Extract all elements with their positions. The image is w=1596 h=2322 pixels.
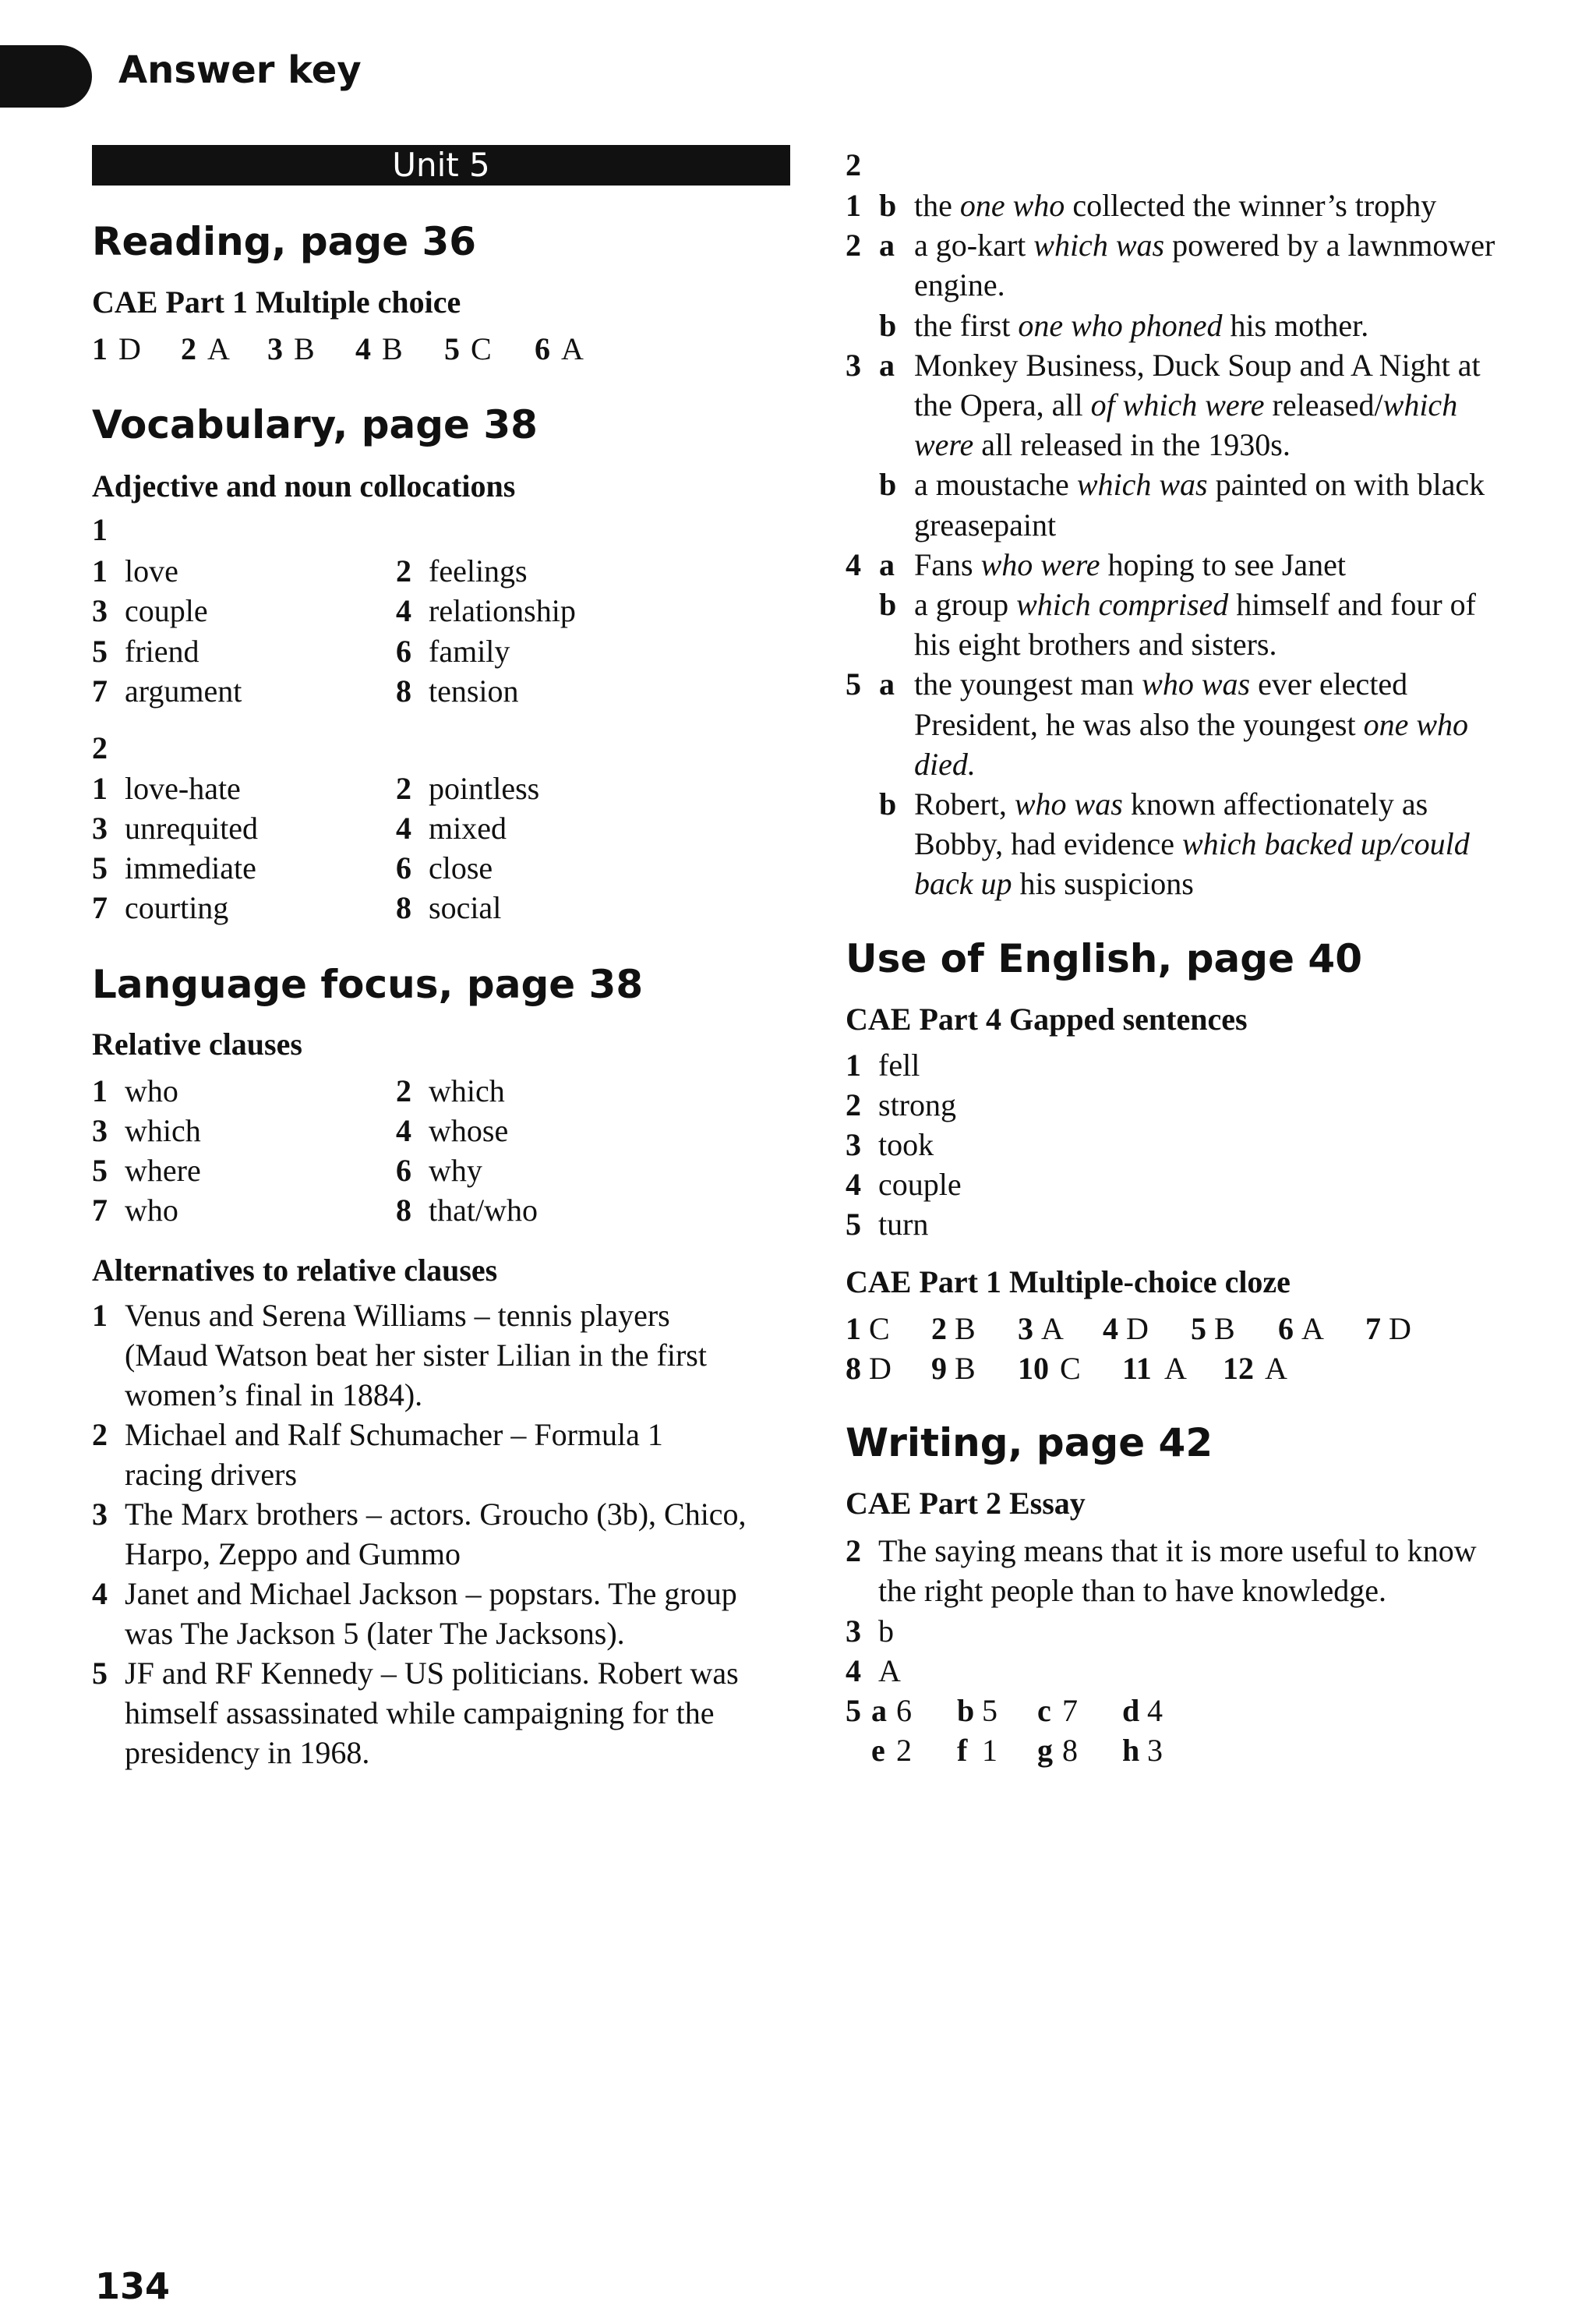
section-heading-use-of-english: Use of English, page 40	[846, 936, 1362, 981]
exercise-label: 1	[92, 512, 108, 547]
relative-answer-line: Fans who were hoping to see Janet	[914, 546, 1347, 582]
matching-letter: b	[957, 1693, 975, 1728]
matching-letter: d	[1122, 1693, 1140, 1728]
matching-number: 5	[982, 1693, 998, 1728]
relative-clause-item-number: 3	[92, 1113, 108, 1148]
vocab-ex2-item-number: 1	[92, 771, 108, 806]
vocab-ex2-item-number: 6	[396, 850, 411, 885]
matching-letter: h	[1122, 1733, 1140, 1768]
subheading-gapped-sentences: CAE Part 4 Gapped sentences	[846, 1002, 1248, 1037]
essay-answer-text: b	[878, 1613, 894, 1649]
relative-clause-item-text: why	[429, 1153, 482, 1188]
gapped-sentence-answer-text: turn	[878, 1207, 929, 1242]
vocab-ex1-item-text: relationship	[429, 593, 576, 628]
cloze-answer-number: 8	[846, 1351, 861, 1386]
relative-answer-letter: b	[879, 786, 897, 822]
matching-number: 6	[896, 1693, 912, 1728]
reading-answer-number: 3	[267, 331, 283, 366]
cloze-answer-letter: A	[1301, 1311, 1324, 1346]
vocab-ex2-item-text: pointless	[429, 771, 540, 806]
matching-number: 8	[1062, 1733, 1078, 1768]
reading-answer-number: 2	[181, 331, 196, 366]
matching-letter: f	[957, 1733, 968, 1768]
relative-clause-item-number: 5	[92, 1153, 108, 1188]
vocab-ex2-item-number: 3	[92, 811, 108, 846]
relative-answer-line: a go-kart which was powered by a lawnmower	[914, 228, 1495, 263]
vocab-ex2-item-number: 4	[396, 811, 411, 846]
gapped-sentence-answer-text: couple	[878, 1167, 962, 1202]
vocab-ex2-item-text: mixed	[429, 811, 507, 846]
relative-clause-item-text: that/who	[429, 1193, 538, 1228]
essay-answer-number: 4	[846, 1653, 861, 1688]
vocab-ex1-item-text: couple	[125, 593, 208, 628]
reading-answer-number: 6	[535, 331, 550, 366]
relative-answer-number: 3	[846, 347, 861, 383]
relative-answer-letter: a	[879, 228, 895, 263]
gapped-sentence-answer-number: 1	[846, 1048, 861, 1083]
cloze-answer-number: 11	[1122, 1351, 1152, 1386]
matching-letter: e	[871, 1733, 885, 1768]
cloze-answer-letter: A	[1164, 1351, 1187, 1386]
essay-answer-text: A	[878, 1653, 901, 1688]
matching-letter: a	[871, 1693, 887, 1728]
reading-answer-letter: A	[207, 331, 230, 366]
relative-clause-item-number: 2	[396, 1073, 411, 1108]
alternative-text-line: himself assassinated while campaigning for the	[125, 1695, 715, 1730]
vocab-ex1-item-text: family	[429, 634, 510, 669]
alternative-number: 1	[92, 1298, 108, 1333]
gapped-sentence-answer-number: 2	[846, 1087, 861, 1122]
relative-answer-line: died.	[914, 746, 976, 782]
relative-answer-letter: a	[879, 666, 895, 702]
alternative-text-line: was The Jackson 5 (later The Jacksons).	[125, 1616, 625, 1651]
relative-answer-line: Robert, who was known affectionately as	[914, 786, 1428, 822]
relative-answer-line: were all released in the 1930s.	[914, 427, 1291, 463]
vocab-ex2-item-number: 5	[92, 850, 108, 885]
alternative-number: 2	[92, 1417, 108, 1452]
essay-answer-number: 3	[846, 1613, 861, 1649]
matching-number: 1	[982, 1733, 998, 1768]
relative-clause-item-number: 1	[92, 1073, 108, 1108]
relative-answer-number: 4	[846, 546, 861, 582]
cloze-answer-letter: B	[955, 1311, 976, 1346]
relative-answer-line: engine.	[914, 267, 1005, 303]
relative-answer-line: Bobby, had evidence which backed up/could	[914, 826, 1470, 862]
relative-answer-line: greasepaint	[914, 507, 1057, 543]
section-heading-reading: Reading, page 36	[92, 219, 477, 264]
vocab-ex2-item-text: social	[429, 890, 502, 925]
subheading-essay: CAE Part 2 Essay	[846, 1486, 1086, 1521]
alternative-text-line: The Marx brothers – actors. Groucho (3b), Chico,	[125, 1497, 747, 1532]
vocab-ex2-item-number: 2	[396, 771, 411, 806]
vocab-ex1-item-text: argument	[125, 673, 242, 709]
relative-clause-item-text: which	[429, 1073, 505, 1108]
section-heading-writing: Writing, page 42	[846, 1420, 1213, 1465]
alternative-text-line: racing drivers	[125, 1457, 298, 1492]
essay-answer-text: the right people than to have knowledge.	[878, 1573, 1387, 1608]
page-header-title: Answer key	[118, 48, 362, 92]
cloze-answer-number: 5	[1191, 1311, 1206, 1346]
cloze-answer-number: 2	[931, 1311, 947, 1346]
unit-banner: Unit 5	[92, 145, 790, 186]
relative-answer-number: 2	[846, 228, 861, 263]
exercise-label: 2	[846, 147, 861, 182]
relative-clause-item-number: 8	[396, 1193, 411, 1228]
reading-answer-letter: B	[382, 331, 403, 366]
alternative-text-line: Harpo, Zeppo and Gummo	[125, 1536, 461, 1571]
reading-answer-number: 5	[444, 331, 460, 366]
relative-answer-letter: a	[879, 546, 895, 582]
relative-clause-item-text: who	[125, 1193, 178, 1228]
alternative-text-line: Michael and Ralf Schumacher – Formula 1	[125, 1417, 663, 1452]
vocab-ex1-item-number: 3	[92, 593, 108, 628]
gapped-sentence-answer-text: fell	[878, 1048, 920, 1083]
reading-answer-letter: B	[294, 331, 315, 366]
page-number: 134	[95, 2265, 171, 2307]
subheading-collocations: Adjective and noun collocations	[92, 468, 516, 504]
vocab-ex1-item-text: friend	[125, 634, 200, 669]
relative-answer-line: his eight brothers and sisters.	[914, 627, 1277, 663]
vocab-ex1-item-number: 2	[396, 553, 411, 588]
vocab-ex2-item-text: unrequited	[125, 811, 259, 846]
matching-number: 2	[896, 1733, 912, 1768]
gapped-sentence-answer-number: 4	[846, 1167, 861, 1202]
cloze-answer-letter: C	[1060, 1351, 1081, 1386]
relative-answer-line: Monkey Business, Duck Soup and A Night at	[914, 347, 1481, 383]
vocab-ex1-item-text: tension	[429, 673, 519, 709]
cloze-answer-letter: C	[869, 1311, 890, 1346]
vocab-ex1-item-number: 1	[92, 553, 108, 588]
alternative-text-line: (Maud Watson beat her sister Lilian in the first	[125, 1338, 707, 1373]
cloze-answer-letter: A	[1041, 1311, 1064, 1346]
matching-number: 7	[1062, 1693, 1078, 1728]
vocab-ex2-item-text: close	[429, 850, 493, 885]
alternative-number: 3	[92, 1497, 108, 1532]
cloze-answer-number: 1	[846, 1311, 861, 1346]
essay-answer-text: The saying means that it is more useful to know	[878, 1533, 1477, 1568]
cloze-answer-number: 12	[1223, 1351, 1254, 1386]
relative-clause-item-text: which	[125, 1113, 201, 1148]
section-heading-vocabulary: Vocabulary, page 38	[92, 402, 538, 447]
section-heading-language-focus: Language focus, page 38	[92, 962, 644, 1007]
vocab-ex2-item-text: immediate	[125, 850, 256, 885]
cloze-answer-letter: B	[955, 1351, 976, 1386]
relative-answer-letter: b	[879, 188, 897, 223]
relative-answer-line: the one who collected the winner’s trophy	[914, 188, 1437, 223]
vocab-ex1-item-number: 6	[396, 634, 411, 669]
cloze-answer-number: 4	[1103, 1311, 1118, 1346]
essay-answer-number: 2	[846, 1533, 861, 1568]
relative-clause-item-number: 4	[396, 1113, 411, 1148]
vocab-ex1-item-number: 5	[92, 634, 108, 669]
alternative-text-line: women’s final in 1884).	[125, 1377, 423, 1412]
cloze-answer-letter: D	[869, 1351, 892, 1386]
cloze-answer-number: 6	[1278, 1311, 1294, 1346]
vocab-ex2-item-text: courting	[125, 890, 229, 925]
cloze-answer-number: 10	[1018, 1351, 1049, 1386]
essay-answer-number: 5	[846, 1693, 861, 1728]
vocab-ex2-item-number: 8	[396, 890, 411, 925]
relative-answer-letter: b	[879, 587, 897, 622]
relative-answer-number: 5	[846, 666, 861, 702]
relative-clause-item-text: who	[125, 1073, 178, 1108]
relative-clause-item-text: whose	[429, 1113, 509, 1148]
vocab-ex1-item-text: love	[125, 553, 178, 588]
alternative-text-line: Venus and Serena Williams – tennis players	[125, 1298, 670, 1333]
cloze-answer-number: 9	[931, 1351, 947, 1386]
alternative-text-line: JF and RF Kennedy – US politicians. Robert was	[125, 1656, 739, 1691]
cloze-answer-letter: D	[1389, 1311, 1411, 1346]
header-tab-marker	[0, 45, 92, 108]
exercise-label: 2	[92, 730, 108, 765]
matching-letter: g	[1037, 1733, 1053, 1768]
subheading-reading: CAE Part 1 Multiple choice	[92, 285, 461, 320]
relative-clause-item-number: 7	[92, 1193, 108, 1228]
matching-number: 3	[1147, 1733, 1163, 1768]
subheading-alternatives: Alternatives to relative clauses	[92, 1253, 498, 1288]
gapped-sentence-answer-text: strong	[878, 1087, 956, 1122]
vocab-ex2-item-number: 7	[92, 890, 108, 925]
reading-answer-letter: D	[118, 331, 141, 366]
relative-answer-line: a group which comprised himself and four of	[914, 587, 1476, 622]
alternative-number: 5	[92, 1656, 108, 1691]
alternative-text-line: presidency in 1968.	[125, 1735, 370, 1770]
relative-answer-line: the youngest man who was ever elected	[914, 666, 1408, 702]
matching-number: 4	[1147, 1693, 1163, 1728]
relative-answer-line: a moustache which was painted on with black	[914, 467, 1485, 503]
relative-answer-number: 1	[846, 188, 861, 223]
relative-clause-item-text: where	[125, 1153, 201, 1188]
gapped-sentence-answer-text: took	[878, 1127, 934, 1162]
alternative-text-line: Janet and Michael Jackson – popstars. The group	[125, 1576, 737, 1611]
vocab-ex1-item-text: feelings	[429, 553, 528, 588]
subheading-cloze: CAE Part 1 Multiple-choice cloze	[846, 1264, 1291, 1299]
cloze-answer-letter: D	[1126, 1311, 1149, 1346]
cloze-answer-letter: B	[1214, 1311, 1235, 1346]
relative-answer-letter: a	[879, 347, 895, 383]
relative-clause-item-number: 6	[396, 1153, 411, 1188]
relative-answer-letter: b	[879, 307, 897, 343]
reading-answer-letter: C	[471, 331, 492, 366]
relative-answer-line: President, he was also the youngest one who	[914, 706, 1468, 742]
relative-answer-letter: b	[879, 467, 897, 503]
cloze-answer-number: 3	[1018, 1311, 1033, 1346]
vocab-ex1-item-number: 8	[396, 673, 411, 709]
vocab-ex1-item-number: 4	[396, 593, 411, 628]
gapped-sentence-answer-number: 5	[846, 1207, 861, 1242]
subheading-relative-clauses: Relative clauses	[92, 1027, 302, 1062]
reading-answer-number: 4	[355, 331, 371, 366]
cloze-answer-number: 7	[1365, 1311, 1381, 1346]
matching-letter: c	[1037, 1693, 1051, 1728]
alternative-number: 4	[92, 1576, 108, 1611]
vocab-ex1-item-number: 7	[92, 673, 108, 709]
relative-answer-line: back up his suspicions	[914, 866, 1194, 902]
relative-answer-line: the first one who phoned his mother.	[914, 307, 1369, 343]
relative-answer-line: the Opera, all of which were released/which	[914, 387, 1458, 422]
cloze-answer-letter: A	[1265, 1351, 1287, 1386]
reading-answer-letter: A	[561, 331, 584, 366]
reading-answer-number: 1	[92, 331, 108, 366]
gapped-sentence-answer-number: 3	[846, 1127, 861, 1162]
vocab-ex2-item-text: love-hate	[125, 771, 241, 806]
